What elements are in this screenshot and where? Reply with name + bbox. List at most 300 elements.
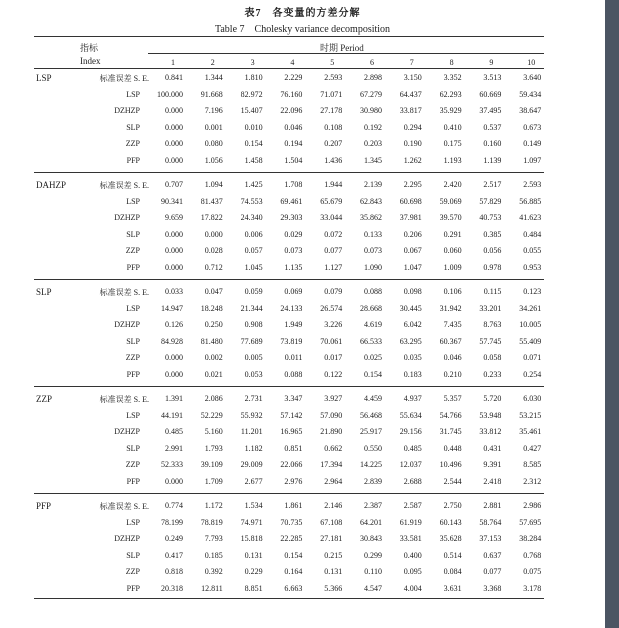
cell-value: 74.553 xyxy=(240,196,263,206)
cell-value: 8.585 xyxy=(523,460,542,469)
cell-value: 35.461 xyxy=(519,427,542,436)
index-label: ZZP xyxy=(125,567,140,576)
cell-value: 0.417 xyxy=(165,550,183,560)
cell-value: 2.898 xyxy=(364,73,382,82)
cell-value: 3.226 xyxy=(324,320,343,329)
cell-value: 1.097 xyxy=(523,155,542,165)
cell-value: 0.072 xyxy=(324,229,343,239)
cell-value: 53.215 xyxy=(519,410,542,420)
table-row xyxy=(34,317,544,334)
cell-value: 0.000 xyxy=(165,369,183,379)
cell-value: 0.017 xyxy=(324,353,343,362)
cell-value: 52.229 xyxy=(200,410,223,420)
table-row xyxy=(34,581,544,598)
cell-value: 0.028 xyxy=(204,246,223,255)
cell-value: 1.436 xyxy=(324,155,343,165)
period-7: 7 xyxy=(409,58,414,67)
index-label: LSP xyxy=(126,517,140,527)
cell-value: 0.000 xyxy=(165,262,183,272)
cell-value: 0.033 xyxy=(165,287,183,296)
cell-value: 58.764 xyxy=(479,517,502,527)
cell-value: 82.972 xyxy=(240,89,263,99)
index-label: ZZP xyxy=(125,246,140,255)
cell-value: 0.000 xyxy=(165,122,183,132)
cell-value: 61.919 xyxy=(399,517,422,527)
cell-value: 22.096 xyxy=(280,106,303,115)
cell-value: 0.069 xyxy=(284,287,303,296)
index-label: LSP xyxy=(126,410,140,420)
cell-value: 17.822 xyxy=(200,213,223,222)
cell-value: 0.427 xyxy=(523,443,542,453)
table-row xyxy=(34,515,544,532)
scrollbar-track[interactable] xyxy=(605,0,619,628)
index-label: 标准误差 S. E. xyxy=(99,395,149,404)
period-5: 5 xyxy=(330,58,335,67)
cell-value: 1.009 xyxy=(443,262,462,272)
index-label: LSP xyxy=(126,89,140,99)
cell-value: 0.011 xyxy=(284,353,303,362)
cell-value: 0.768 xyxy=(523,550,542,560)
cell-value: 8.763 xyxy=(483,320,502,329)
period-6: 6 xyxy=(370,58,374,67)
cell-value: 67.279 xyxy=(360,89,382,99)
cell-value: 78.819 xyxy=(200,517,223,527)
cell-value: 2.750 xyxy=(443,501,462,510)
cell-value: 6.030 xyxy=(523,394,542,403)
table-row xyxy=(34,408,544,425)
cell-value: 0.448 xyxy=(443,443,462,453)
table-row xyxy=(34,284,544,301)
cell-value: 0.294 xyxy=(403,122,422,132)
cell-value: 15.407 xyxy=(240,106,263,115)
cell-value: 7.793 xyxy=(204,534,223,543)
cell-value: 67.108 xyxy=(320,517,343,527)
cell-value: 59.069 xyxy=(439,196,462,206)
cell-value: 1.391 xyxy=(165,394,183,403)
cell-value: 20.318 xyxy=(161,583,183,593)
cell-value: 57.745 xyxy=(479,336,502,346)
index-label: DZHZP xyxy=(114,534,140,543)
cell-value: 5.357 xyxy=(443,394,462,403)
cell-value: 2.976 xyxy=(284,476,303,486)
cell-value: 3.513 xyxy=(483,73,502,82)
cell-value: 60.669 xyxy=(479,89,502,99)
cell-value: 1.708 xyxy=(284,180,303,189)
cell-value: 1.139 xyxy=(483,155,502,165)
cell-value: 31.745 xyxy=(439,427,462,436)
cell-value: 33.812 xyxy=(479,427,502,436)
cell-value: 2.146 xyxy=(324,501,343,510)
cell-value: 21.344 xyxy=(240,303,263,313)
cell-value: 5.160 xyxy=(204,427,223,436)
index-label: DZHZP xyxy=(114,320,140,329)
cell-value: 0.183 xyxy=(403,369,422,379)
cell-value: 1.344 xyxy=(204,73,223,82)
cell-value: 0.077 xyxy=(483,567,502,576)
cell-value: 1.810 xyxy=(244,73,263,82)
cell-value: 0.053 xyxy=(244,369,263,379)
cell-value: 8.851 xyxy=(244,583,263,593)
index-label: 标准误差 S. E. xyxy=(99,288,149,297)
cell-value: 0.194 xyxy=(284,139,303,148)
table-row xyxy=(34,227,544,244)
index-label: LSP xyxy=(126,196,140,206)
cell-value: 0.185 xyxy=(204,550,223,560)
cell-value: 0.021 xyxy=(204,369,223,379)
cell-value: 0.098 xyxy=(403,287,422,296)
cell-value: 0.131 xyxy=(244,550,263,560)
header-period: 时期 Period xyxy=(320,43,364,53)
cell-value: 1.056 xyxy=(204,155,223,165)
data-table xyxy=(34,70,544,597)
block-separator xyxy=(34,490,544,498)
cell-value: 0.046 xyxy=(443,353,462,362)
cell-value: 0.115 xyxy=(483,287,502,296)
cell-value: 37.981 xyxy=(399,213,422,222)
cell-value: 39.570 xyxy=(439,213,462,222)
cell-value: 17.394 xyxy=(320,460,343,469)
cell-value: 18.248 xyxy=(200,303,223,313)
cell-value: 0.154 xyxy=(364,369,382,379)
cell-value: 14.947 xyxy=(161,303,183,313)
cell-value: 35.862 xyxy=(360,213,382,222)
cell-value: 4.619 xyxy=(364,320,382,329)
cell-value: 0.210 xyxy=(443,369,462,379)
index-label: SLP xyxy=(126,229,140,239)
cell-value: 0.046 xyxy=(284,122,303,132)
table-row xyxy=(34,441,544,458)
cell-value: 81.437 xyxy=(200,196,223,206)
cell-value: 11.201 xyxy=(240,427,263,436)
cell-value: 2.517 xyxy=(483,180,502,189)
cell-value: 5.720 xyxy=(483,394,502,403)
cell-value: 1.135 xyxy=(284,262,303,272)
cell-value: 63.295 xyxy=(399,336,422,346)
cell-value: 2.593 xyxy=(324,73,343,82)
cell-value: 64.201 xyxy=(360,517,382,527)
cell-value: 0.818 xyxy=(165,567,183,576)
cell-value: 0.010 xyxy=(244,122,263,132)
cell-value: 2.731 xyxy=(244,394,263,403)
cell-value: 1.262 xyxy=(403,155,422,165)
cell-value: 0.662 xyxy=(324,443,343,453)
cell-value: 0.000 xyxy=(165,229,183,239)
table-row xyxy=(34,548,544,565)
index-label: SLP xyxy=(126,550,140,560)
cell-value: 7.196 xyxy=(204,106,223,115)
cell-value: 1.504 xyxy=(284,155,303,165)
cell-value: 28.668 xyxy=(360,303,382,313)
cell-value: 0.088 xyxy=(284,369,303,379)
cell-value: 100.000 xyxy=(157,89,183,99)
cell-value: 0.149 xyxy=(523,139,542,148)
index-label: PFP xyxy=(126,155,140,165)
cell-value: 54.766 xyxy=(439,410,462,420)
cell-value: 0.000 xyxy=(204,229,223,239)
cell-value: 0.774 xyxy=(165,501,183,510)
cell-value: 35.628 xyxy=(439,534,462,543)
table-row xyxy=(34,531,544,548)
cell-value: 1.172 xyxy=(204,501,223,510)
cell-value: 0.229 xyxy=(244,567,263,576)
cell-value: 0.077 xyxy=(324,246,343,255)
cell-value: 66.533 xyxy=(360,336,382,346)
cell-value: 4.547 xyxy=(364,583,382,593)
cell-value: 0.056 xyxy=(483,246,502,255)
index-label: ZZP xyxy=(125,353,140,362)
index-label: PFP xyxy=(126,369,140,379)
cell-value: 0.485 xyxy=(165,427,183,436)
cell-value: 0.537 xyxy=(483,122,502,132)
cell-value: 78.199 xyxy=(161,517,183,527)
cell-value: 0.851 xyxy=(284,443,303,453)
cell-value: 90.341 xyxy=(161,196,183,206)
cell-value: 2.312 xyxy=(523,476,542,486)
cell-value: 57.695 xyxy=(519,517,542,527)
cell-value: 0.123 xyxy=(523,287,542,296)
cell-value: 0.410 xyxy=(443,122,462,132)
cell-value: 0.075 xyxy=(523,567,542,576)
cell-value: 0.000 xyxy=(165,139,183,148)
cell-value: 30.843 xyxy=(360,534,382,543)
table-row xyxy=(34,177,544,194)
cell-value: 9.391 xyxy=(483,460,502,469)
cell-value: 0.175 xyxy=(443,139,462,148)
cell-value: 0.059 xyxy=(244,287,263,296)
cell-value: 1.425 xyxy=(244,180,263,189)
cell-value: 6.042 xyxy=(403,320,422,329)
cell-value: 69.461 xyxy=(280,196,303,206)
cell-value: 0.154 xyxy=(284,550,303,560)
table-row xyxy=(34,260,544,277)
cell-value: 26.574 xyxy=(320,303,343,313)
cell-value: 1.182 xyxy=(244,443,263,453)
variable-label: ZZP xyxy=(36,394,53,404)
cell-value: 10.496 xyxy=(439,460,462,469)
period-9: 9 xyxy=(489,58,494,67)
cell-value: 0.067 xyxy=(403,246,422,255)
variable-label: PFP xyxy=(36,501,52,511)
cell-value: 60.143 xyxy=(439,517,462,527)
cell-value: 0.673 xyxy=(523,122,542,132)
cell-value: 0.122 xyxy=(324,369,343,379)
cell-value: 2.587 xyxy=(403,501,422,510)
header-rule xyxy=(34,68,544,69)
cell-value: 0.133 xyxy=(364,229,382,239)
cell-value: 0.073 xyxy=(364,246,382,255)
index-label: PFP xyxy=(126,262,140,272)
cell-value: 57.829 xyxy=(479,196,502,206)
table-row xyxy=(34,564,544,581)
cell-value: 62.843 xyxy=(360,196,382,206)
table-row xyxy=(34,367,544,384)
cell-value: 2.964 xyxy=(324,476,343,486)
cell-value: 0.088 xyxy=(364,287,382,296)
cell-value: 7.435 xyxy=(443,320,462,329)
cell-value: 12.037 xyxy=(399,460,422,469)
block-separator xyxy=(34,276,544,284)
index-label: 标准误差 S. E. xyxy=(99,181,149,190)
cell-value: 1.709 xyxy=(204,476,223,486)
cell-value: 0.073 xyxy=(284,246,303,255)
cell-value: 0.431 xyxy=(483,443,502,453)
period-4: 4 xyxy=(290,58,295,67)
cell-value: 0.110 xyxy=(364,567,382,576)
cell-value: 25.917 xyxy=(360,427,382,436)
cell-value: 33.201 xyxy=(479,303,502,313)
cell-value: 0.207 xyxy=(324,139,343,148)
cell-value: 0.250 xyxy=(204,320,223,329)
cell-value: 59.434 xyxy=(519,89,542,99)
cell-value: 56.468 xyxy=(360,410,382,420)
cell-value: 0.953 xyxy=(523,262,542,272)
cell-value: 1.345 xyxy=(364,155,382,165)
cell-value: 4.459 xyxy=(364,394,382,403)
table-row xyxy=(34,424,544,441)
period-2: 2 xyxy=(210,58,215,67)
cell-value: 40.753 xyxy=(479,213,502,222)
cell-value: 0.392 xyxy=(204,567,223,576)
cell-value: 55.634 xyxy=(399,410,422,420)
cell-value: 33.581 xyxy=(399,534,422,543)
index-label: 标准误差 S. E. xyxy=(99,74,149,83)
cell-value: 37.153 xyxy=(479,534,502,543)
cell-value: 3.368 xyxy=(483,583,502,593)
cell-value: 3.178 xyxy=(523,583,542,593)
cell-value: 0.215 xyxy=(324,550,343,560)
cell-value: 2.420 xyxy=(443,180,462,189)
cell-value: 0.249 xyxy=(165,534,183,543)
table-row xyxy=(34,243,544,260)
cell-value: 2.593 xyxy=(523,180,542,189)
period-10: 10 xyxy=(527,58,536,67)
block-separator xyxy=(34,169,544,177)
cell-value: 74.971 xyxy=(240,517,263,527)
cell-value: 1.193 xyxy=(443,155,462,165)
cell-value: 0.001 xyxy=(204,122,223,132)
cell-value: 0.514 xyxy=(443,550,462,560)
cell-value: 5.366 xyxy=(324,583,343,593)
cell-value: 2.881 xyxy=(483,501,502,510)
table-row xyxy=(34,350,544,367)
cell-value: 22.066 xyxy=(280,460,303,469)
cell-value: 0.079 xyxy=(324,287,343,296)
cell-value: 0.206 xyxy=(403,229,422,239)
cell-value: 41.623 xyxy=(519,213,542,222)
table-row xyxy=(34,103,544,120)
cell-value: 84.928 xyxy=(161,336,183,346)
header-index-cn: 指标 xyxy=(80,43,99,53)
cell-value: 1.861 xyxy=(284,501,303,510)
index-label: SLP xyxy=(126,443,140,453)
top-rule xyxy=(34,36,544,37)
cell-value: 9.659 xyxy=(165,213,183,222)
table-row xyxy=(34,70,544,87)
cell-value: 3.640 xyxy=(523,73,542,82)
table-row xyxy=(34,498,544,515)
cell-value: 2.139 xyxy=(364,180,382,189)
cell-value: 2.688 xyxy=(403,476,422,486)
cell-value: 81.480 xyxy=(200,336,223,346)
table-row xyxy=(34,87,544,104)
index-label: DZHZP xyxy=(114,427,140,436)
cell-value: 2.295 xyxy=(403,180,422,189)
variable-label: DAHZP xyxy=(36,180,67,190)
table-row xyxy=(34,474,544,491)
cell-value: 0.291 xyxy=(443,229,462,239)
table-title-cn: 表7 各变量的方差分解 xyxy=(244,8,361,19)
cell-value: 0.233 xyxy=(483,369,502,379)
cell-value: 0.131 xyxy=(324,567,343,576)
table-title-en: Table 7 Cholesky variance decomposition xyxy=(214,24,391,35)
cell-value: 6.663 xyxy=(284,583,303,593)
cell-value: 57.142 xyxy=(280,410,303,420)
cell-value: 29.009 xyxy=(240,460,263,469)
cell-value: 71.071 xyxy=(320,89,343,99)
cell-value: 29.156 xyxy=(399,427,422,436)
cell-value: 0.002 xyxy=(204,353,223,362)
cell-value: 30.445 xyxy=(399,303,422,313)
cell-value: 0.047 xyxy=(204,287,223,296)
table-row xyxy=(34,334,544,351)
cell-value: 1.090 xyxy=(364,262,382,272)
cell-value: 0.029 xyxy=(284,229,303,239)
cell-value: 0.080 xyxy=(204,139,223,148)
cell-value: 55.932 xyxy=(240,410,263,420)
cell-value: 0.055 xyxy=(523,246,542,255)
cell-value: 62.293 xyxy=(439,89,462,99)
cell-value: 4.937 xyxy=(403,394,422,403)
cell-value: 0.060 xyxy=(443,246,462,255)
cell-value: 1.047 xyxy=(403,262,422,272)
cell-value: 1.944 xyxy=(324,180,343,189)
index-label: PFP xyxy=(126,583,140,593)
cell-value: 0.978 xyxy=(483,262,502,272)
cell-value: 29.303 xyxy=(280,213,303,222)
cell-value: 70.735 xyxy=(280,517,303,527)
period-8: 8 xyxy=(449,58,454,67)
cell-value: 22.285 xyxy=(280,534,303,543)
cell-value: 0.154 xyxy=(244,139,263,148)
cell-value: 1.793 xyxy=(204,443,223,453)
cell-value: 0.637 xyxy=(483,550,502,560)
cell-value: 27.181 xyxy=(320,534,343,543)
index-label: 标准误差 S. E. xyxy=(99,502,149,511)
cell-value: 0.126 xyxy=(165,320,183,329)
cell-value: 0.484 xyxy=(523,229,542,239)
cell-value: 30.980 xyxy=(360,106,382,115)
cell-value: 73.819 xyxy=(280,336,303,346)
cell-value: 55.409 xyxy=(519,336,542,346)
cell-value: 35.929 xyxy=(439,106,462,115)
cell-value: 39.109 xyxy=(200,460,223,469)
cell-value: 3.352 xyxy=(443,73,462,82)
index-label: DZHZP xyxy=(114,213,140,222)
cell-value: 0.254 xyxy=(523,369,542,379)
cell-value: 31.942 xyxy=(439,303,462,313)
cell-value: 0.000 xyxy=(165,246,183,255)
index-label: ZZP xyxy=(125,460,140,469)
cell-value: 0.005 xyxy=(244,353,263,362)
cell-value: 0.192 xyxy=(364,122,382,132)
table-row xyxy=(34,120,544,137)
index-label: DZHZP xyxy=(114,106,140,115)
table-row xyxy=(34,194,544,211)
cell-value: 4.004 xyxy=(403,583,422,593)
header-index-en: Index xyxy=(80,56,101,66)
cell-value: 65.679 xyxy=(320,196,343,206)
cell-value: 38.284 xyxy=(519,534,542,543)
